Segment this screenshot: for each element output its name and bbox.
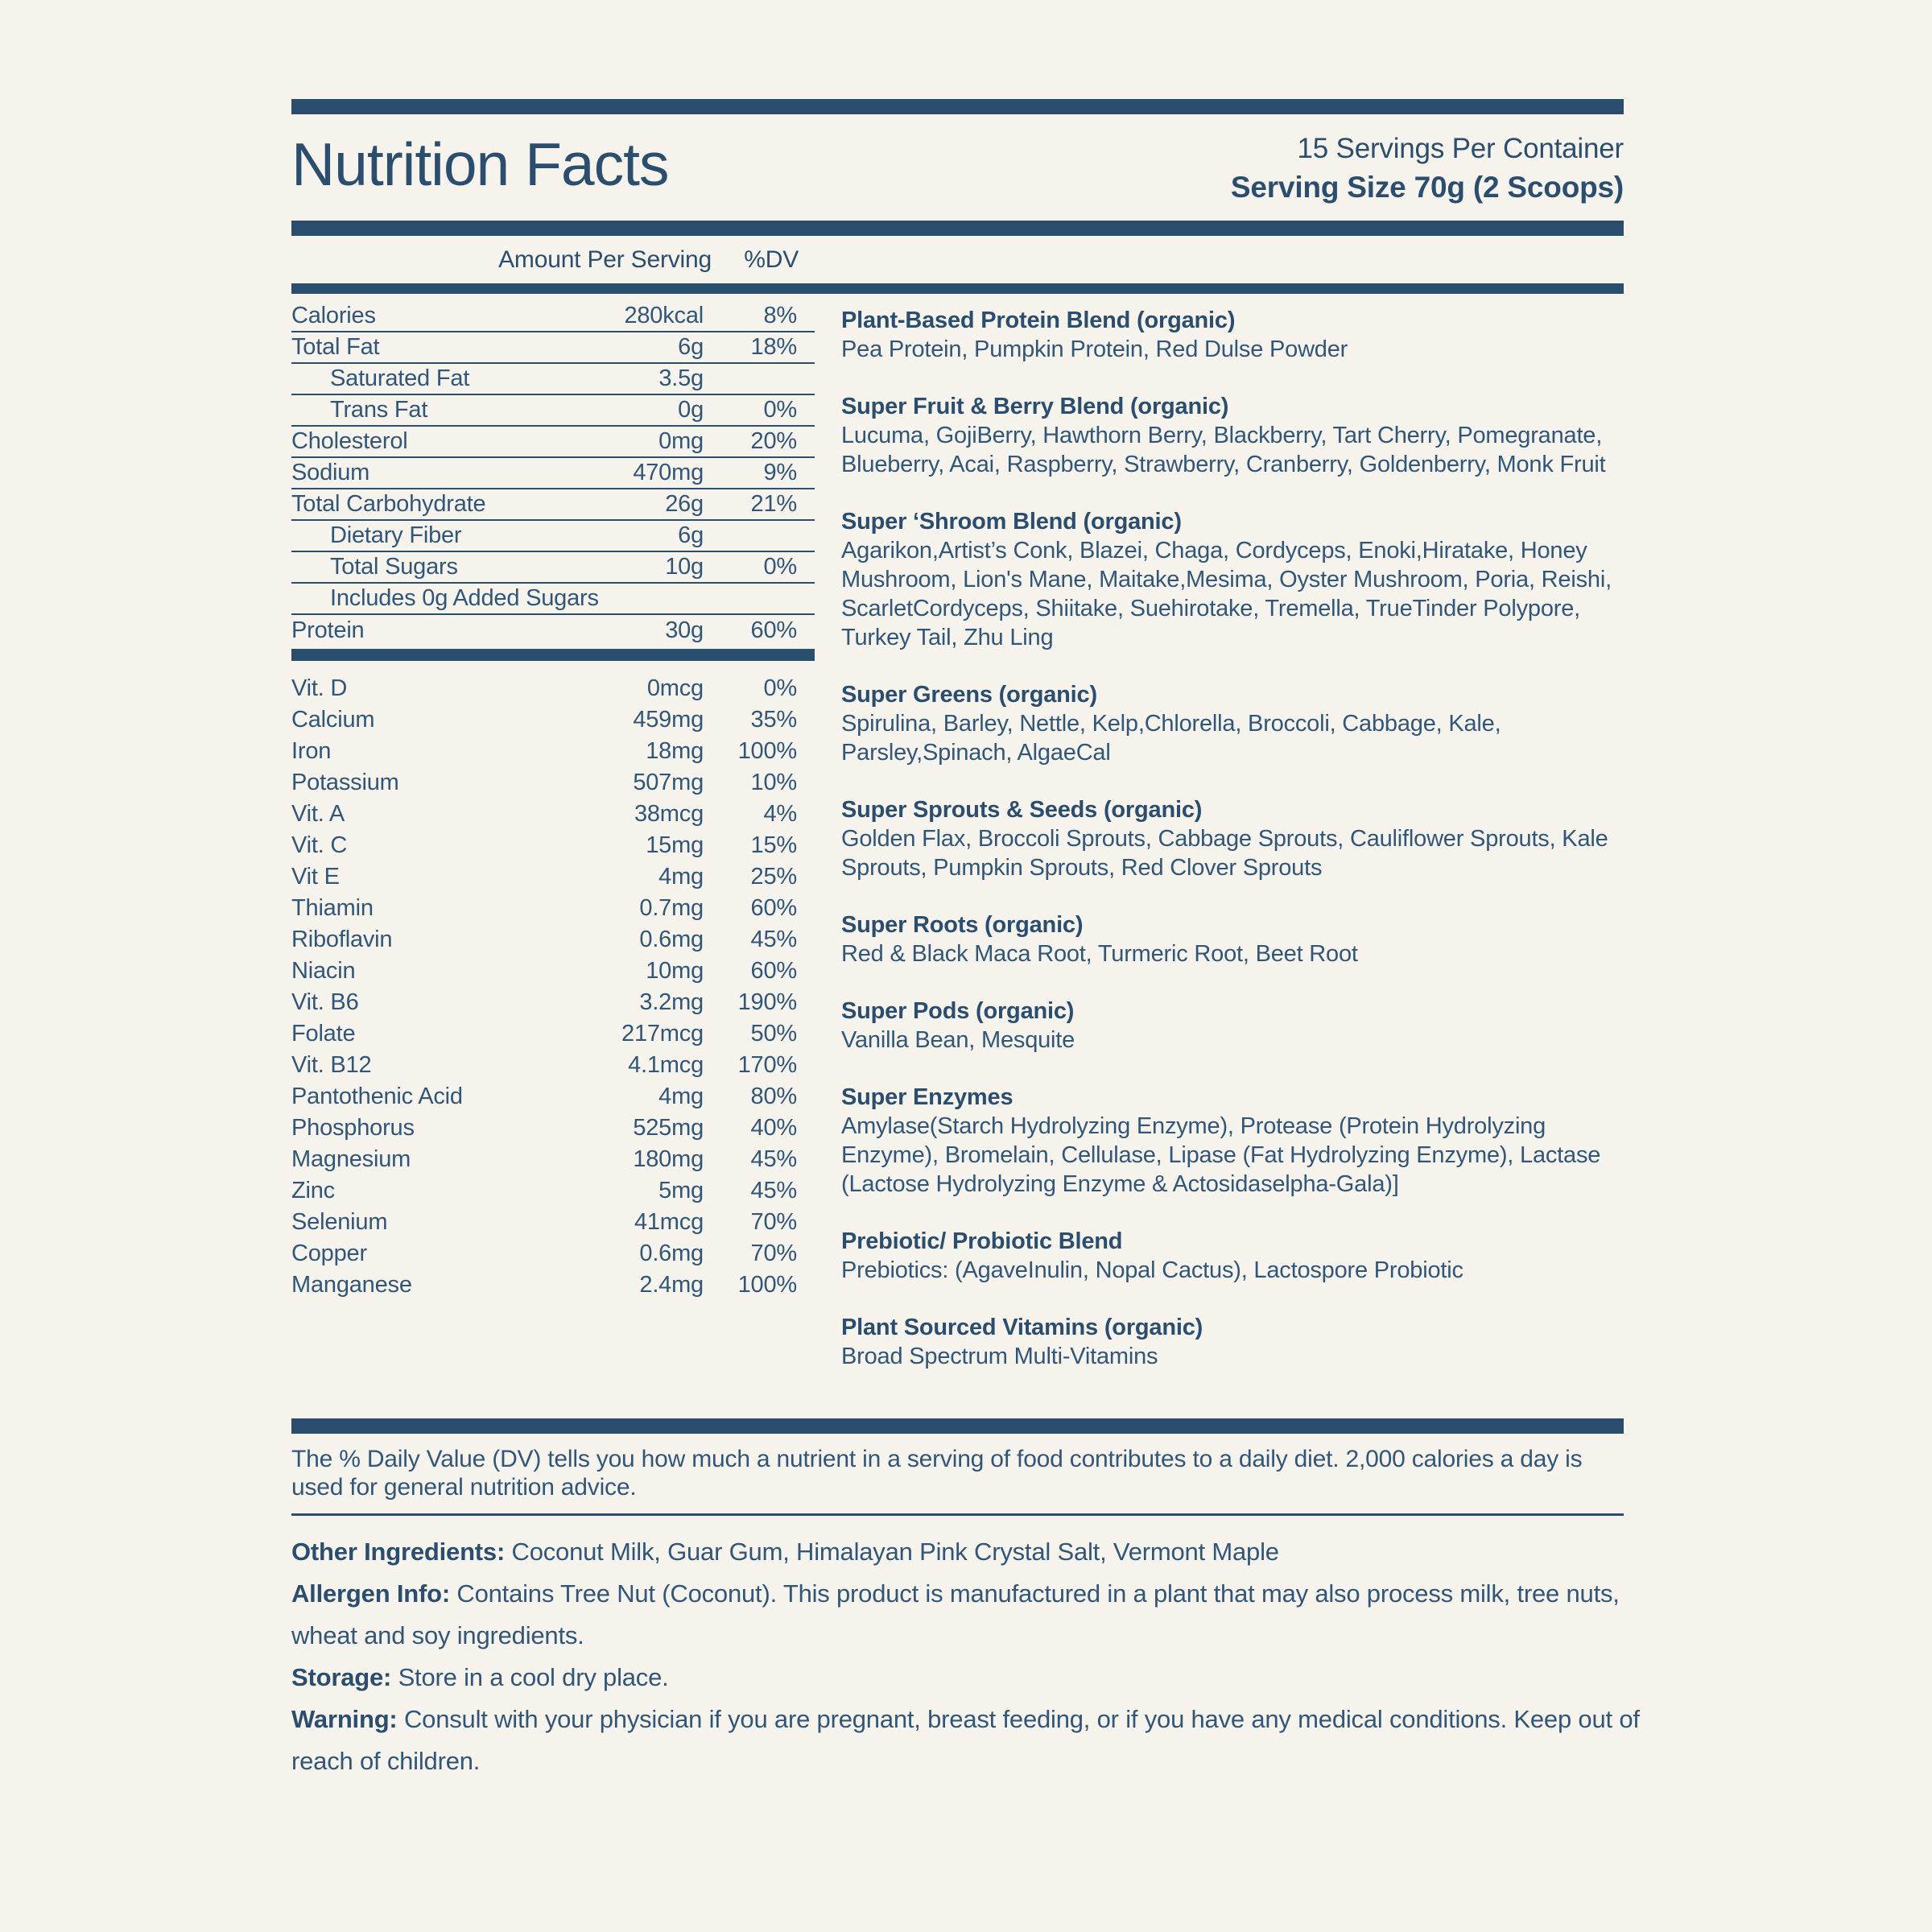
blend-heading: Super Enzymes	[841, 1084, 1013, 1110]
info-line	[291, 1740, 1640, 1782]
nutrient-amount: 525mg	[633, 1115, 704, 1141]
nutrient-row	[291, 861, 815, 893]
nutrient-name: Sodium	[291, 460, 370, 485]
amount-per-serving-header: Amount Per Serving	[498, 246, 712, 273]
nutrient-amount: 18mg	[646, 738, 704, 764]
nutrient-name: Includes 0g Added Sugars	[330, 585, 599, 611]
info-line	[291, 1573, 1640, 1615]
nutrient-dv: 8%	[763, 303, 797, 328]
nutrient-row	[291, 830, 815, 861]
nutrient-name: Total Carbohydrate	[291, 491, 486, 517]
info-text: wheat and soy ingredients.	[291, 1621, 584, 1649]
nutrient-row	[291, 1269, 815, 1301]
nutrient-name: Phosphorus	[291, 1115, 415, 1141]
serving-info	[1231, 131, 1624, 208]
nutrient-dv: 80%	[750, 1084, 797, 1109]
blend-ingredients-line: Enzyme), Bromelain, Cellulase, Lipase (Fat Hydrolyzing Enzyme), Lactase	[841, 1142, 1601, 1168]
nutrient-dv: 4%	[763, 801, 797, 827]
info-text: Coconut Milk, Guar Gum, Himalayan Pink Crystal Salt, Vermont Maple	[505, 1538, 1279, 1566]
blend-ingredients-line: ScarletCordyceps, Shiitake, Suehirotake, Tremella, TrueTinder Polypore,	[841, 596, 1580, 621]
blend-section	[841, 795, 1638, 882]
blend-section	[841, 392, 1638, 479]
nutrient-dv: 18%	[750, 334, 797, 360]
nutrient-amount: 0.7mg	[639, 895, 704, 921]
info-label: Allergen Info:	[291, 1579, 450, 1608]
info-text: Contains Tree Nut (Coconut). This product is manufactured in a plant that may also process milk, tree nuts,	[449, 1579, 1620, 1608]
blend-ingredients-line: Pea Protein, Pumpkin Protein, Red Dulse Powder	[841, 336, 1348, 362]
nutrient-dv: 0%	[763, 397, 797, 423]
nutrient-name: Total Fat	[291, 334, 380, 360]
nutrient-row	[291, 332, 815, 364]
nutrient-amount: 280kcal	[624, 303, 704, 328]
nutrient-row	[291, 893, 815, 924]
nutrient-name: Copper	[291, 1241, 367, 1266]
blend-section	[841, 507, 1638, 652]
nutrient-name: Cholesterol	[291, 428, 408, 454]
blend-ingredients-line: Blueberry, Acai, Raspberry, Strawberry, Cranberry, Goldenberry, Monk Fruit	[841, 452, 1606, 477]
percent-dv-header: %DV	[744, 246, 799, 273]
blend-heading: Plant Sourced Vitamins (organic)	[841, 1315, 1203, 1340]
nutrient-amount: 0.6mg	[639, 927, 704, 952]
blend-heading: Super Greens (organic)	[841, 682, 1097, 708]
nutrient-dv: 70%	[750, 1241, 797, 1266]
nutrient-row	[291, 1081, 815, 1113]
info-text: reach of children.	[291, 1747, 481, 1775]
nutrient-dv: 100%	[737, 1272, 797, 1298]
nutrient-amount: 10g	[665, 554, 704, 580]
blend-section	[841, 1227, 1638, 1285]
nutrient-row	[291, 1207, 815, 1238]
nutrient-name: Folate	[291, 1021, 356, 1046]
page-title: Nutrition Facts	[291, 130, 669, 198]
ingredient-blends	[841, 306, 1638, 1399]
blend-ingredients-line: Turkey Tail, Zhu Ling	[841, 625, 1054, 650]
blend-section	[841, 997, 1638, 1055]
info-line	[291, 1531, 1640, 1573]
nutrient-row	[291, 584, 815, 615]
nutrient-amount: 10mg	[646, 958, 704, 984]
nutrient-dv: 35%	[750, 707, 797, 733]
blend-heading: Super Fruit & Berry Blend (organic)	[841, 394, 1229, 419]
nutrient-row	[291, 736, 815, 767]
blend-ingredients-line: Spirulina, Barley, Nettle, Kelp,Chlorella, Broccoli, Cabbage, Kale,	[841, 711, 1501, 737]
nutrient-dv: 190%	[737, 989, 797, 1015]
nutrient-name: Potassium	[291, 770, 399, 795]
blend-section	[841, 910, 1638, 968]
nutrient-row	[291, 489, 815, 521]
nutrient-amount: 4mg	[658, 1084, 704, 1109]
blend-ingredients-line: Amylase(Starch Hydrolyzing Enzyme), Protease (Protein Hydrolyzing	[841, 1113, 1546, 1139]
nutrient-name: Vit. A	[291, 801, 345, 827]
nutrient-dv: 40%	[750, 1115, 797, 1141]
nutrient-amount: 6g	[678, 522, 704, 548]
nutrient-dv: 9%	[763, 460, 797, 485]
table-column-header	[291, 244, 815, 276]
blend-heading: Super Sprouts & Seeds (organic)	[841, 797, 1203, 823]
nutrient-amount: 2.4mg	[639, 1272, 704, 1298]
blend-heading: Prebiotic/ Probiotic Blend	[841, 1228, 1123, 1254]
nutrient-dv: 45%	[750, 927, 797, 952]
nutrient-row	[291, 924, 815, 956]
nutrient-amount: 3.2mg	[639, 989, 704, 1015]
nutrient-dv: 70%	[750, 1209, 797, 1235]
nutrient-row	[291, 427, 815, 458]
footnote-line: The % Daily Value (DV) tells you how much a nutrient in a serving of food contributes to a daily diet. 2,000 calories a day is	[291, 1446, 1583, 1472]
nutrient-row	[291, 1113, 815, 1144]
nutrient-name: Vit. B12	[291, 1052, 372, 1078]
info-label: Other Ingredients:	[291, 1538, 506, 1566]
nutrient-amount: 470mg	[633, 460, 704, 485]
nutrient-name: Total Sugars	[330, 554, 458, 580]
blend-ingredients-line: Agarikon,Artist’s Conk, Blazei, Chaga, Cordyceps, Enoki,Hiratake, Honey	[841, 538, 1587, 564]
nutrient-amount: 4.1mcg	[628, 1052, 704, 1078]
micronutrient-table	[291, 673, 815, 1301]
nutrient-amount: 4mg	[658, 864, 704, 890]
nutrient-name: Dietary Fiber	[330, 522, 462, 548]
nutrient-dv: 60%	[750, 895, 797, 921]
nutrient-row	[291, 956, 815, 987]
blend-heading: Super Pods (organic)	[841, 998, 1075, 1024]
blend-ingredients-line: Golden Flax, Broccoli Sprouts, Cabbage Sprouts, Cauliflower Sprouts, Kale	[841, 826, 1608, 852]
nutrient-row	[291, 301, 815, 332]
protein-section-rule-bar	[291, 649, 815, 661]
nutrient-dv: 0%	[763, 675, 797, 701]
nutrient-amount: 41mcg	[634, 1209, 704, 1235]
blend-ingredients-line: Parsley,Spinach, AlgaeCal	[841, 740, 1111, 766]
nutrient-name: Iron	[291, 738, 332, 764]
nutrient-row	[291, 615, 815, 646]
serving-size: Serving Size 70g (2 Scoops)	[1230, 171, 1624, 204]
blend-heading: Super Roots (organic)	[841, 912, 1084, 938]
blend-ingredients-line: (Lactose Hydrolyzing Enzyme & Actosidaselpha-Gala)]	[841, 1171, 1399, 1197]
top-rule-bar	[291, 99, 1624, 114]
nutrient-name: Manganese	[291, 1272, 412, 1298]
blend-ingredients-line: Mushroom, Lion's Mane, Maitake,Mesima, Oyster Mushroom, Poria, Reishi,	[841, 567, 1612, 592]
info-text: Store in a cool dry place.	[391, 1663, 669, 1691]
title-rule-bar	[291, 221, 1624, 236]
nutrient-row	[291, 673, 815, 704]
nutrient-name: Thiamin	[291, 895, 374, 921]
servings-per-container: 15 Servings Per Container	[1297, 133, 1624, 164]
blend-ingredients-line: Red & Black Maca Root, Turmeric Root, Beet Root	[841, 941, 1358, 967]
blend-ingredients-line: Broad Spectrum Multi-Vitamins	[841, 1344, 1158, 1369]
info-text: Consult with your physician if you are pregnant, breast feeding, or if you have any medical conditions. Keep out of	[397, 1705, 1640, 1733]
blend-heading: Super ‘Shroom Blend (organic)	[841, 509, 1182, 535]
nutrient-row	[291, 704, 815, 736]
nutrient-dv: 20%	[750, 428, 797, 454]
nutrient-dv: 100%	[737, 738, 797, 764]
nutrient-amount: 507mg	[633, 770, 704, 795]
nutrient-amount: 459mg	[633, 707, 704, 733]
nutrient-name: Trans Fat	[330, 397, 428, 423]
blend-ingredients-line: Lucuma, GojiBerry, Hawthorn Berry, Blackberry, Tart Cherry, Pomegranate,	[841, 423, 1603, 448]
blend-section	[841, 1313, 1638, 1371]
info-label: Warning:	[291, 1705, 398, 1733]
nutrient-amount: 0g	[678, 397, 704, 423]
nutrient-dv: 170%	[737, 1052, 797, 1078]
nutrient-row	[291, 1050, 815, 1081]
daily-value-footnote	[291, 1445, 1582, 1501]
nutrient-amount: 0.6mg	[639, 1241, 704, 1266]
blend-ingredients-line: Sprouts, Pumpkin Sprouts, Red Clover Sprouts	[841, 855, 1323, 881]
nutrient-dv: 60%	[750, 617, 797, 643]
nutrient-dv: 21%	[750, 491, 797, 517]
blend-ingredients-line: Prebiotics: (AgaveInulin, Nopal Cactus), Lactospore Probiotic	[841, 1257, 1463, 1283]
info-line	[291, 1657, 1640, 1699]
nutrient-amount: 38mcg	[634, 801, 704, 827]
nutrient-dv: 45%	[750, 1146, 797, 1172]
nutrient-row	[291, 767, 815, 799]
macronutrient-table	[291, 301, 815, 646]
nutrient-name: Pantothenic Acid	[291, 1084, 463, 1109]
nutrient-dv: 25%	[750, 864, 797, 890]
nutrient-amount: 3.5g	[658, 365, 704, 391]
nutrient-amount: 217mcg	[621, 1021, 704, 1046]
nutrient-row	[291, 987, 815, 1018]
nutrient-name: Riboflavin	[291, 927, 393, 952]
nutrient-name: Calories	[291, 303, 376, 328]
nutrient-row	[291, 1238, 815, 1269]
nutrient-amount: 0mg	[658, 428, 704, 454]
nutrient-name: Vit E	[291, 864, 340, 890]
nutrient-name: Niacin	[291, 958, 356, 984]
nutrient-row	[291, 395, 815, 427]
nutrient-row	[291, 1144, 815, 1175]
nutrient-row	[291, 1018, 815, 1050]
nutrient-dv: 60%	[750, 958, 797, 984]
nutrient-row	[291, 521, 815, 552]
nutrient-amount: 180mg	[633, 1146, 704, 1172]
nutrient-name: Protein	[291, 617, 365, 643]
nutrient-name: Calcium	[291, 707, 375, 733]
nutrient-row	[291, 799, 815, 830]
info-label: Storage:	[291, 1663, 392, 1691]
blend-heading: Plant-Based Protein Blend (organic)	[841, 308, 1236, 333]
nutrient-dv: 45%	[750, 1178, 797, 1203]
nutrient-amount: 15mg	[646, 832, 704, 858]
nutrient-dv: 50%	[750, 1021, 797, 1046]
nutrient-row	[291, 458, 815, 489]
info-line	[291, 1615, 1640, 1657]
nutrient-amount: 0mcg	[646, 675, 704, 701]
footnote-divider-rule	[291, 1513, 1624, 1516]
nutrient-name: Zinc	[291, 1178, 335, 1203]
nutrient-row	[291, 364, 815, 395]
nutrient-name: Vit. C	[291, 832, 348, 858]
additional-info	[291, 1531, 1640, 1782]
nutrient-name: Saturated Fat	[330, 365, 470, 391]
nutrient-amount: 5mg	[658, 1178, 704, 1203]
nutrient-name: Vit. D	[291, 675, 348, 701]
nutrient-name: Magnesium	[291, 1146, 411, 1172]
nutrient-amount: 26g	[665, 491, 704, 517]
info-line	[291, 1699, 1640, 1740]
nutrient-row	[291, 552, 815, 584]
nutrient-dv: 10%	[750, 770, 797, 795]
blend-section	[841, 306, 1638, 364]
blend-section	[841, 680, 1638, 767]
blend-ingredients-line: Vanilla Bean, Mesquite	[841, 1027, 1075, 1053]
blend-section	[841, 1083, 1638, 1199]
nutrient-name: Selenium	[291, 1209, 388, 1235]
nutrient-row	[291, 1175, 815, 1207]
nutrient-amount: 30g	[665, 617, 704, 643]
bottom-rule-bar	[291, 1418, 1624, 1434]
footnote-line: used for general nutrition advice.	[291, 1474, 637, 1501]
nutrient-dv: 0%	[763, 554, 797, 580]
column-header-rule-bar	[291, 283, 1624, 294]
nutrient-dv: 15%	[750, 832, 797, 858]
nutrient-amount: 6g	[678, 334, 704, 360]
nutrient-name: Vit. B6	[291, 989, 359, 1015]
